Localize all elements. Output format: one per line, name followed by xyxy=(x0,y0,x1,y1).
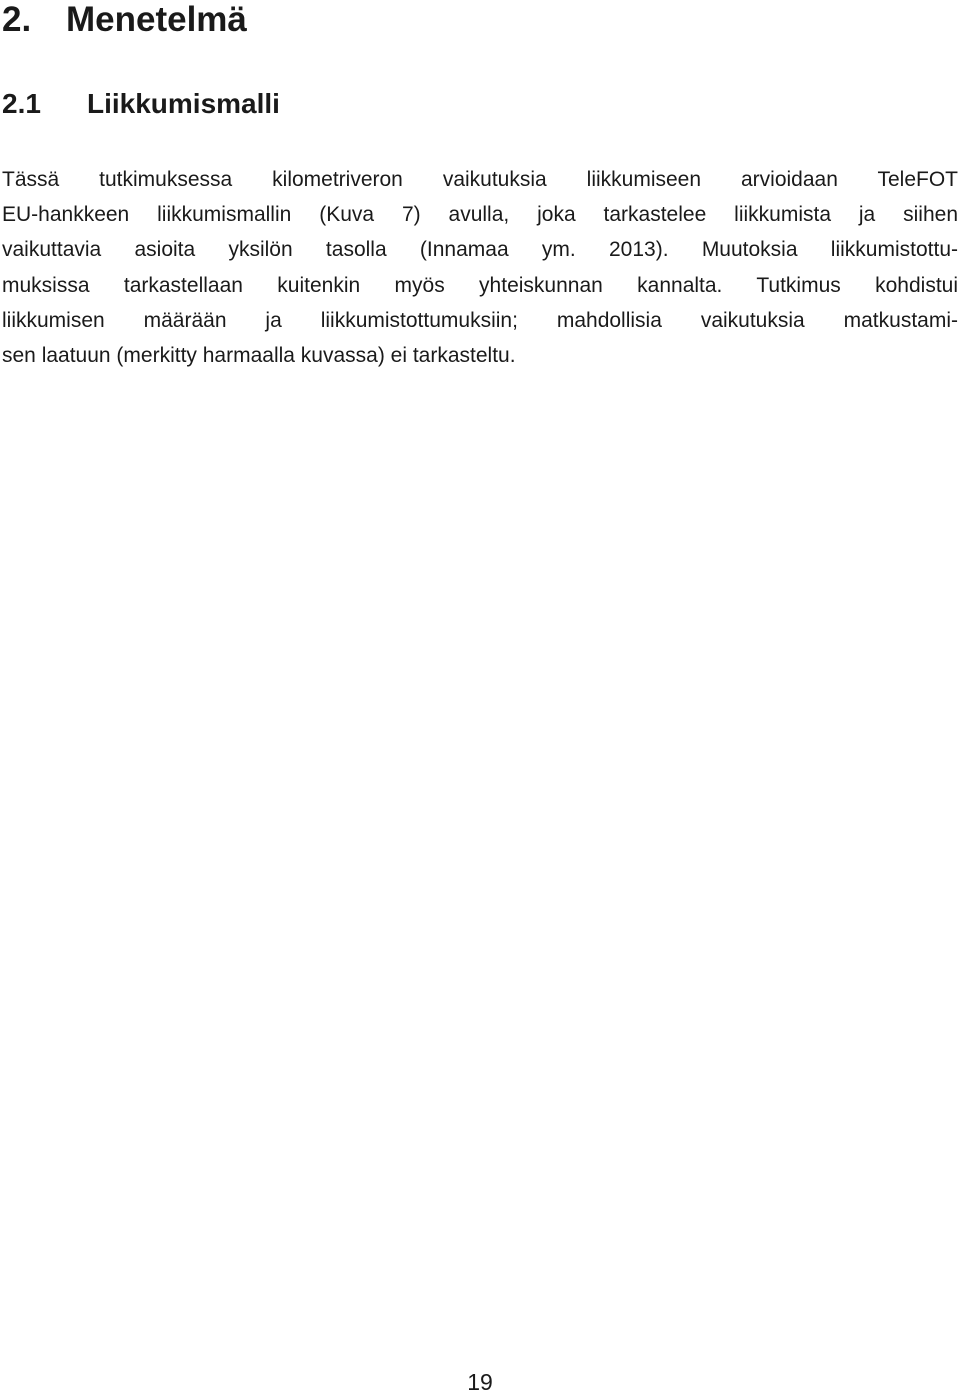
body-paragraph xyxy=(2,162,958,373)
paragraph-line: Tässä tutkimuksessa kilometriveron vaikutuksia liikkumiseen arvioidaan TeleFOT xyxy=(2,168,958,191)
page-number-text: 19 xyxy=(467,1369,493,1395)
page-number xyxy=(0,1368,960,1396)
paragraph-line: vaikuttavia asioita yksilön tasolla (Innamaa ym. 2013). Muutoksia liikkumistottu- xyxy=(2,238,958,262)
paragraph-line: sen laatuun (merkitty harmaalla kuvassa) ei tarkasteltu. xyxy=(2,344,516,368)
paragraph-line: liikkumisen määrään ja liikkumistottumuksiin; mahdollisia vaikutuksia matkustami- xyxy=(2,308,958,332)
paragraph-line: muksissa tarkastellaan kuitenkin myös yhteiskunnan kannalta. Tutkimus kohdistui xyxy=(2,273,958,297)
section-title: Liikkumismalli xyxy=(87,88,280,119)
chapter-heading xyxy=(2,0,247,40)
chapter-number: 2. xyxy=(2,0,32,39)
paragraph-line: EU-hankkeen liikkumismallin (Kuva 7) avulla, joka tarkastelee liikkumista ja siihen xyxy=(2,203,958,227)
section-heading xyxy=(2,86,280,122)
section-number: 2.1 xyxy=(2,88,41,119)
chapter-title: Menetelmä xyxy=(66,0,247,39)
